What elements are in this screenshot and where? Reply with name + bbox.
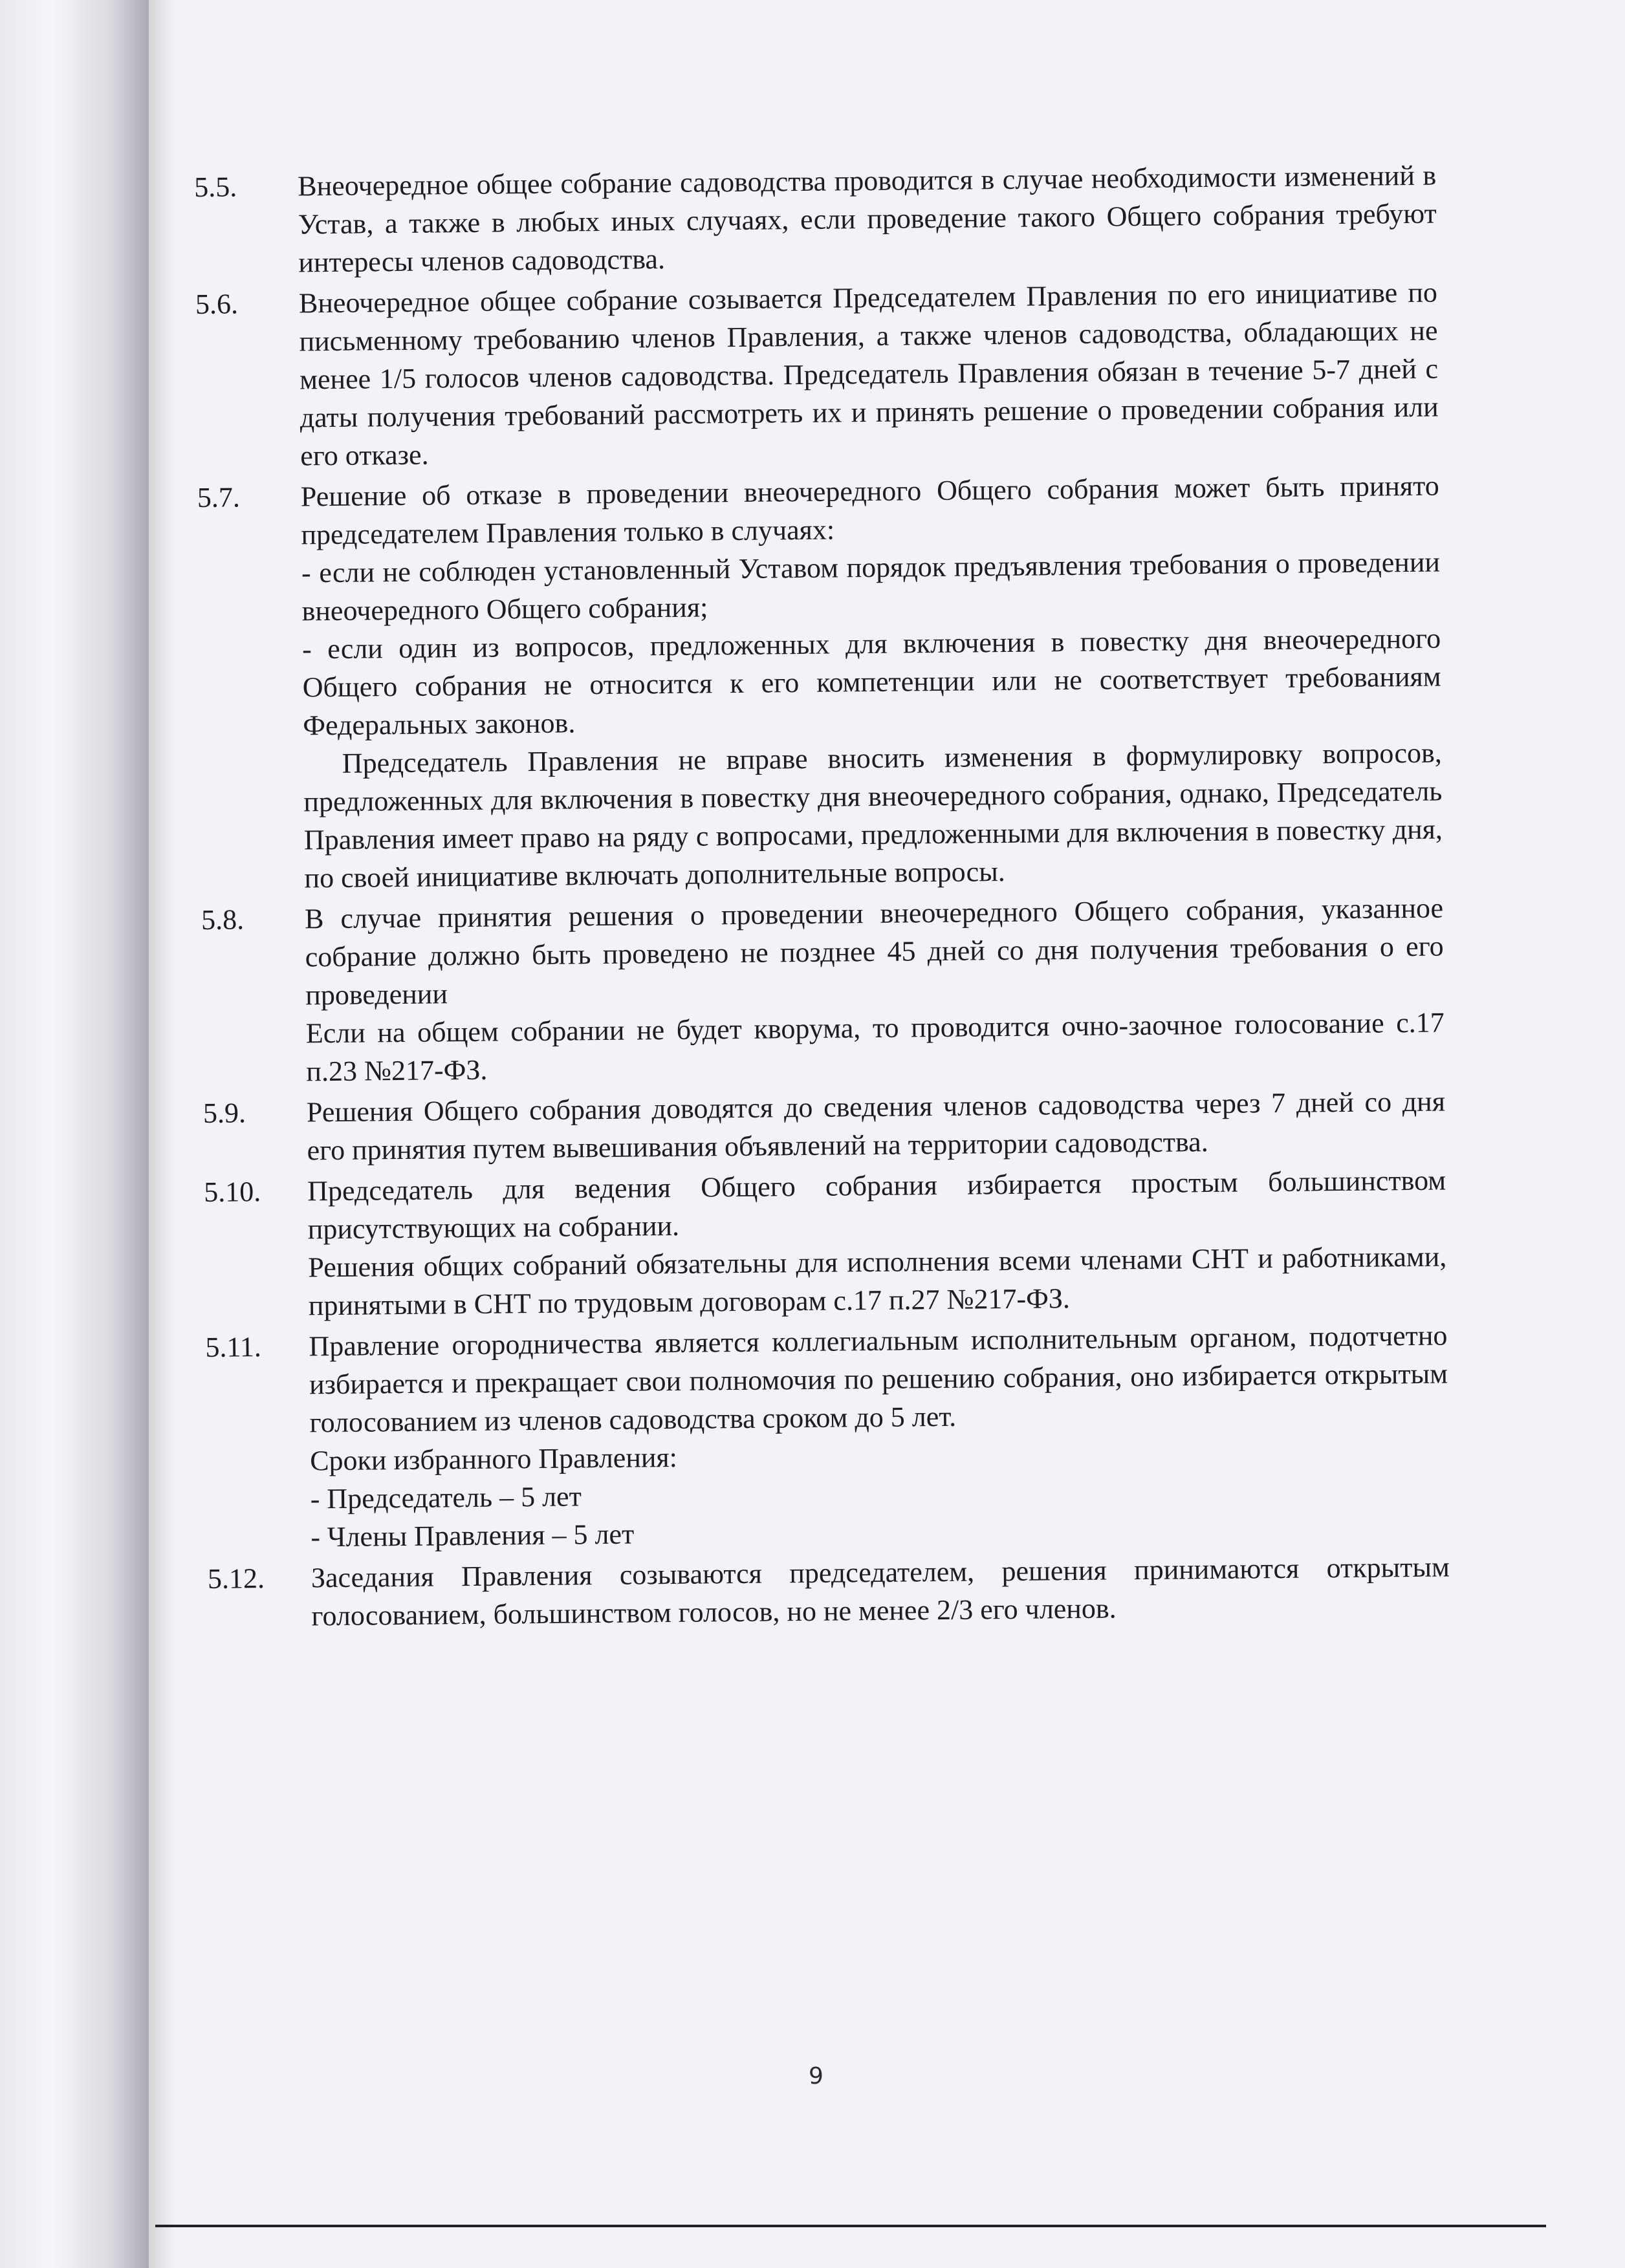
clause-5-12: [208, 1548, 1450, 1636]
paragraph: Правление огородничества является коллегиальным исполнительным органом, подотчетно избирается и прекращает свои полномочия по решению собрания, оно избирается открытым голосованием из членов садоводства сроком до 5 лет.: [309, 1319, 1448, 1439]
paragraph: Председатель Правления не вправе вносить изменения в формулировку вопросов, предложенных для включения в повестку дня внеочередного собрания, однако, Председатель Правления имеет право на ряду с вопросами, предложенными для включения в повестку дня, по своей инициативе включать дополнительные вопросы.: [303, 737, 1443, 894]
paragraph: Если на общем собрании не будет кворума, то проводится очно-заочное голосование с.17 п.23 №217-ФЗ.: [305, 1006, 1445, 1088]
clause-5-9: [203, 1083, 1446, 1171]
page-binding-edge: [0, 0, 149, 2268]
page-number: 9: [809, 2063, 823, 2090]
clause-number: 5.8.: [201, 903, 245, 936]
bottom-divider: [155, 2225, 1546, 2227]
clause-text: [307, 1161, 1447, 1324]
clause-5-7: [197, 467, 1443, 898]
paragraph: Решение об отказе в проведении внеочередного Общего собрания может быть принято председателем Правления только в случаях:: [300, 470, 1440, 551]
paragraph: Решения Общего собрания доводятся до сведения членов садоводства через 7 дней со дня его принятия путем вывешивания объявлений на территории садоводства.: [306, 1085, 1446, 1167]
clause-number: 5.6.: [195, 288, 239, 320]
paragraph: В случае принятия решения о проведении внеочередного Общего собрания, указанное собрание должно быть проведено не позднее 45 дней со дня получения требования о его проведении: [304, 892, 1444, 1011]
document-body: [194, 157, 1450, 1639]
clause-number: 5.10.: [203, 1176, 261, 1208]
clause-number: 5.7.: [197, 481, 241, 513]
clause-number: 5.9.: [202, 1097, 246, 1129]
clause-5-11: [205, 1316, 1449, 1557]
list-item: - Члены Правления – 5 лет: [311, 1518, 635, 1553]
clause-5-8: [201, 889, 1445, 1092]
paragraph: Сроки избранного Правления:: [309, 1441, 678, 1477]
clause-5-10: [204, 1161, 1447, 1325]
clause-text: [298, 157, 1437, 282]
paragraph: Председатель для ведения Общего собрания избирается простым большинством присутствующих на собрании.: [307, 1164, 1446, 1246]
list-item: - если не соблюден установленный Уставом порядок предъявления требования о проведении внеочередного Общего собрания;: [301, 546, 1441, 627]
clause-text: [299, 274, 1439, 475]
paragraph: Внеочередное общее собрание созывается Председателем Правления по его инициативе по письменному требованию членов Правления, а также членов садоводства, обладающих не менее 1/5 голосов членов садоводства. Председатель Правления обязан в течение 5-7 дней с даты получения требований рассмотреть их и принять решение о проведении собрания или его отказе.: [298, 276, 1439, 472]
clause-5-6: [195, 274, 1439, 476]
paragraph: Заседания Правления созываются председателем, решения принимаются открытым голосованием, большинством голосов, но не менее 2/3 его членов.: [311, 1551, 1450, 1632]
clause-text: [307, 1083, 1446, 1170]
clause-text: [309, 1316, 1449, 1556]
clause-5-5: [194, 157, 1437, 283]
clause-number: 5.5.: [194, 171, 237, 203]
clause-number: 5.11.: [205, 1331, 262, 1363]
binding-shadow: [149, 0, 175, 2268]
paragraph: Решения общих собраний обязательны для исполнения всеми членами СНТ и работниками, принятыми в СНТ по трудовым договорам с.17 п.27 №217-ФЗ.: [308, 1240, 1447, 1322]
list-item: - Председатель – 5 лет: [310, 1480, 582, 1515]
clause-text: [305, 889, 1445, 1091]
list-item: - если один из вопросов, предложенных для включения в повестку дня внеочередного Общего собрания не относится к его компетенции или не соответствует требованиям Федеральных законов.: [301, 622, 1441, 742]
clause-text: [301, 467, 1443, 898]
clause-number: 5.12.: [207, 1562, 265, 1595]
paragraph: Внеочередное общее собрание садоводства проводится в случае необходимости изменений в Устав, а также в любых иных случаях, если проведение такого Общего собрания требуют интересы членов садоводства.: [298, 159, 1437, 279]
clause-text: [311, 1548, 1450, 1635]
